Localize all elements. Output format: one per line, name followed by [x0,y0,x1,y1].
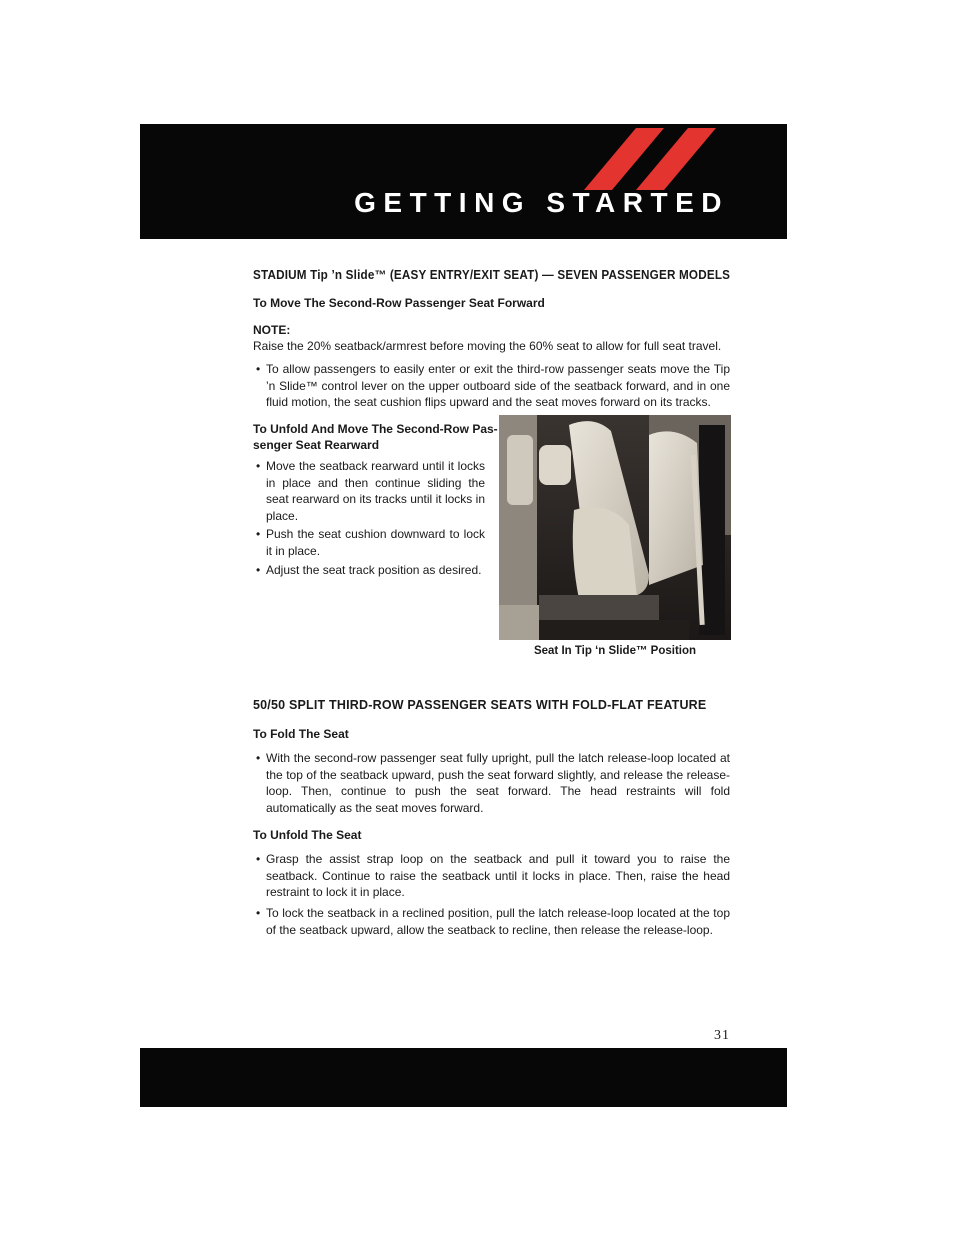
unfold-bullet-text: Move the seatback rearward until it locks in place and then continue sliding the seat rearward on its tracks until it locks in place. [266,459,485,523]
brand-stripes-icon [580,128,730,190]
photo-caption: Seat In Tip ‘n Slide™ Position [533,645,697,657]
list-item [253,851,730,901]
split-heading: 50/50 SPLIT THIRD-ROW PASSENGER SEATS WITH FOLD-FLAT FEATURE [253,698,707,712]
footer-band [140,1048,787,1107]
unfold-seat-heading: To Unfold The Seat [253,828,362,842]
bullet-glyph: • [256,459,261,473]
stadium-heading: STADIUM Tip ’n Slide™ (EASY ENTRY/EXIT SEAT) — SEVEN PASSENGER MODELS [253,268,731,282]
bullet-glyph: • [256,852,261,866]
move-forward-heading: To Move The Second-Row Passenger Seat Forward [253,296,545,310]
fold-heading: To Fold The Seat [253,727,349,741]
list-item [253,458,485,524]
bullet-glyph: • [256,906,261,920]
unfold-rearward-heading-line2: senger Seat Rearward [253,438,380,452]
bullet-glyph: • [256,362,261,376]
list-item [253,905,730,938]
unfold-rearward-heading-line1: To Unfold And Move The Second-Row Pas- [253,422,498,436]
unfold-seat-bullet-text: To lock the seatback in a reclined position, pull the latch release-loop located at the top of the seatback upward, allow the seatback to recline, then release the release-loop. [266,906,730,937]
fold-bullet-text: With the second-row passenger seat fully upright, pull the latch release-loop located at the top of the seatback upward, push the seat forward slightly, and release the release-loop. Then, continue to push the seat forward. The head restraints will fold automatically as the seat moves forward. [266,751,730,815]
bullet-glyph: • [256,527,261,541]
note-label: NOTE: [253,323,291,337]
note-text: Raise the 20% seatback/armrest before moving the 60% seat to allow for full seat travel. [253,339,722,353]
list-item [253,750,730,816]
list-item [253,361,730,411]
unfold-bullet-text: Adjust the seat track position as desired. [266,563,482,577]
bullet-glyph: • [256,563,261,577]
bullet-glyph: • [256,751,261,765]
unfold-seat-bullet-text: Grasp the assist strap loop on the seatback and pull it toward you to raise the seatback. Continue to raise the seatback until it locks in place. Then, raise the head restraint to lock it in place. [266,852,730,899]
unfold-bullet-text: Push the seat cushion downward to lock it in place. [266,527,485,558]
unfold-rearward-heading [253,421,498,453]
list-item [253,562,485,579]
list-item [253,526,485,559]
seat-photo [499,415,731,640]
page-number: 31 [714,1028,730,1043]
forward-bullet-text: To allow passengers to easily enter or exit the third-row passenger seats move the Tip ’n Slide™ control lever on the upper outboard side of the seatback forward, and in one fluid motion, the seat cushion flips upward and the seat moves forward on its tracks. [266,362,730,409]
seat-illustration [499,415,731,640]
header-band [140,124,787,239]
section-title: GETTING STARTED [354,187,729,218]
